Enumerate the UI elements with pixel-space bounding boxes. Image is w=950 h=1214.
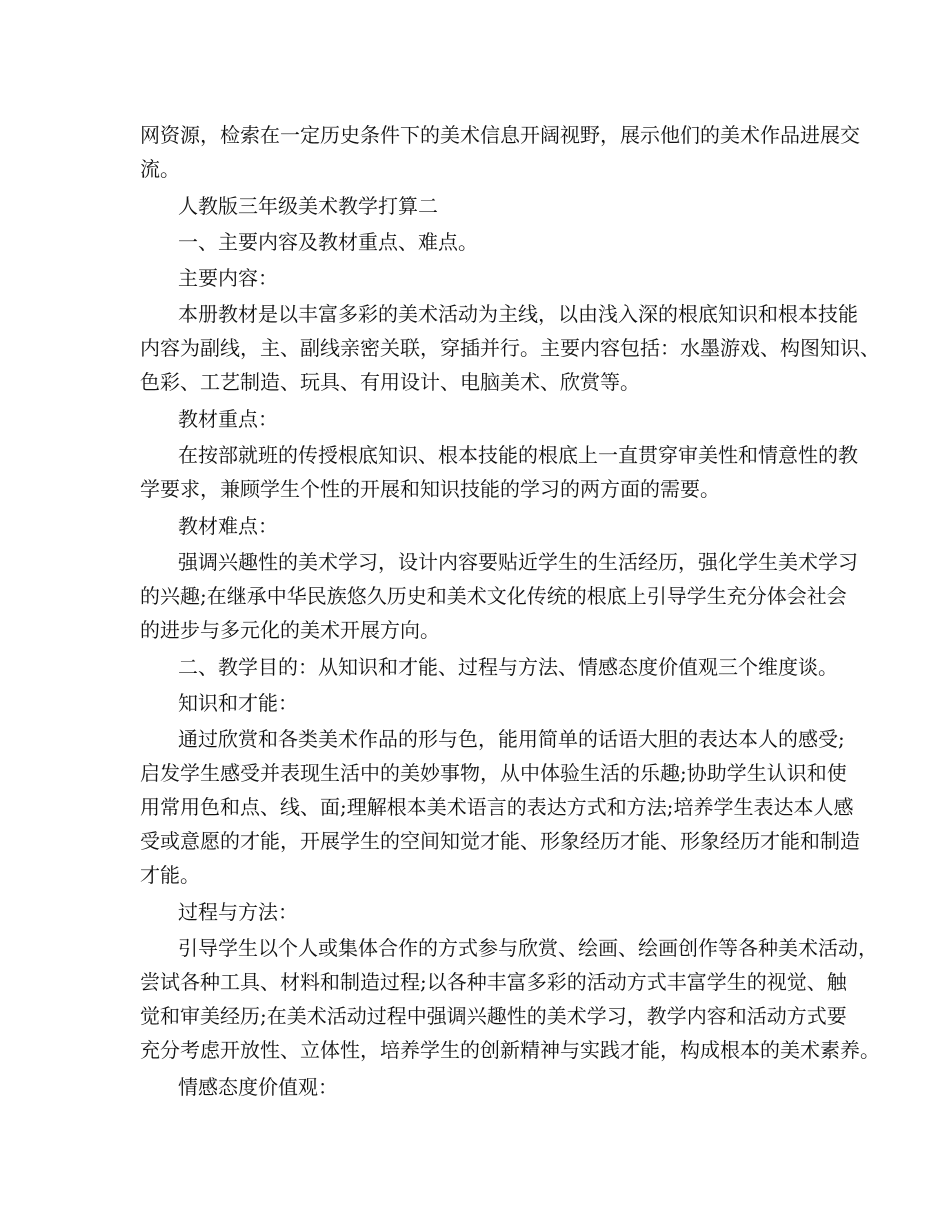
paragraph-line: 受或意愿的才能，开展学生的空间知觉才能、形象经历才能、形象经历才能和制造 bbox=[140, 829, 860, 853]
paragraph-line: 引导学生以个人或集体合作的方式参与欣赏、绘画、绘画创作等各种美术活动， bbox=[178, 936, 878, 960]
paragraph-line: 通过欣赏和各类美术作品的形与色，能用简单的话语大胆的表达本人的感受; bbox=[178, 727, 845, 751]
paragraph-line: 启发学生感受并表现生活中的美妙事物，从中体验生活的乐趣;协助学生认识和使 bbox=[140, 761, 847, 785]
subheading-focus: 教材重点： bbox=[178, 407, 278, 431]
paragraph-line: 色彩、工艺制造、玩具、有用设计、电脑美术、欣赏等。 bbox=[140, 370, 640, 394]
paragraph-line: 觉和审美经历;在美术活动过程中强调兴趣性的美术学习，教学内容和活动方式要 bbox=[140, 1004, 847, 1028]
paragraph-line: 充分考虑开放性、立体性，培养学生的创新精神与实践才能，构成根本的美术素养。 bbox=[140, 1038, 880, 1062]
text-line-1: 网资源，检索在一定历史条件下的美术信息开阔视野，展示他们的美术作品进展交 bbox=[140, 123, 860, 147]
paragraph-line: 本册教材是以丰富多彩的美术活动为主线，以由浅入深的根底知识和根本技能 bbox=[178, 302, 858, 326]
text-line-2: 流。 bbox=[140, 157, 180, 181]
subheading-process: 过程与方法： bbox=[178, 900, 298, 924]
paragraph-line: 内容为副线，主、副线亲密关联，穿插并行。主要内容包括：水墨游戏、构图知识、 bbox=[140, 336, 880, 360]
paragraph-line: 尝试各种工具、材料和制造过程;以各种丰富多彩的活动方式丰富学生的视觉、触 bbox=[140, 970, 847, 994]
subheading-main-content: 主要内容： bbox=[178, 266, 278, 290]
paragraph-line: 的进步与多元化的美术开展方向。 bbox=[140, 618, 440, 642]
paragraph-line: 学要求，兼顾学生个性的开展和知识技能的学习的两方面的需要。 bbox=[140, 477, 720, 501]
subheading-difficulty: 教材难点： bbox=[178, 514, 278, 538]
paragraph-line: 强调兴趣性的美术学习，设计内容要贴近学生的生活经历，强化学生美术学习 bbox=[178, 550, 858, 574]
paragraph-line: 才能。 bbox=[140, 863, 200, 887]
paragraph-line: 用常用色和点、线、面;理解根本美术语言的表达方式和方法;培养学生表达本人感 bbox=[140, 795, 854, 819]
heading-main-content: 一、主要内容及教材重点、难点。 bbox=[178, 230, 478, 254]
subheading-knowledge: 知识和才能： bbox=[178, 691, 298, 715]
heading-teaching-goal: 二、教学目的：从知识和才能、过程与方法、情感态度价值观三个维度谈。 bbox=[178, 655, 838, 679]
subheading-attitude: 情感态度价值观： bbox=[178, 1075, 338, 1099]
paragraph-line: 的兴趣;在继承中华民族悠久历史和美术文化传统的根底上引导学生充分体会社会 bbox=[140, 584, 847, 608]
section-title: 人教版三年级美术教学打算二 bbox=[178, 194, 438, 218]
paragraph-line: 在按部就班的传授根底知识、根本技能的根底上一直贯穿审美性和情意性的教 bbox=[178, 443, 858, 467]
